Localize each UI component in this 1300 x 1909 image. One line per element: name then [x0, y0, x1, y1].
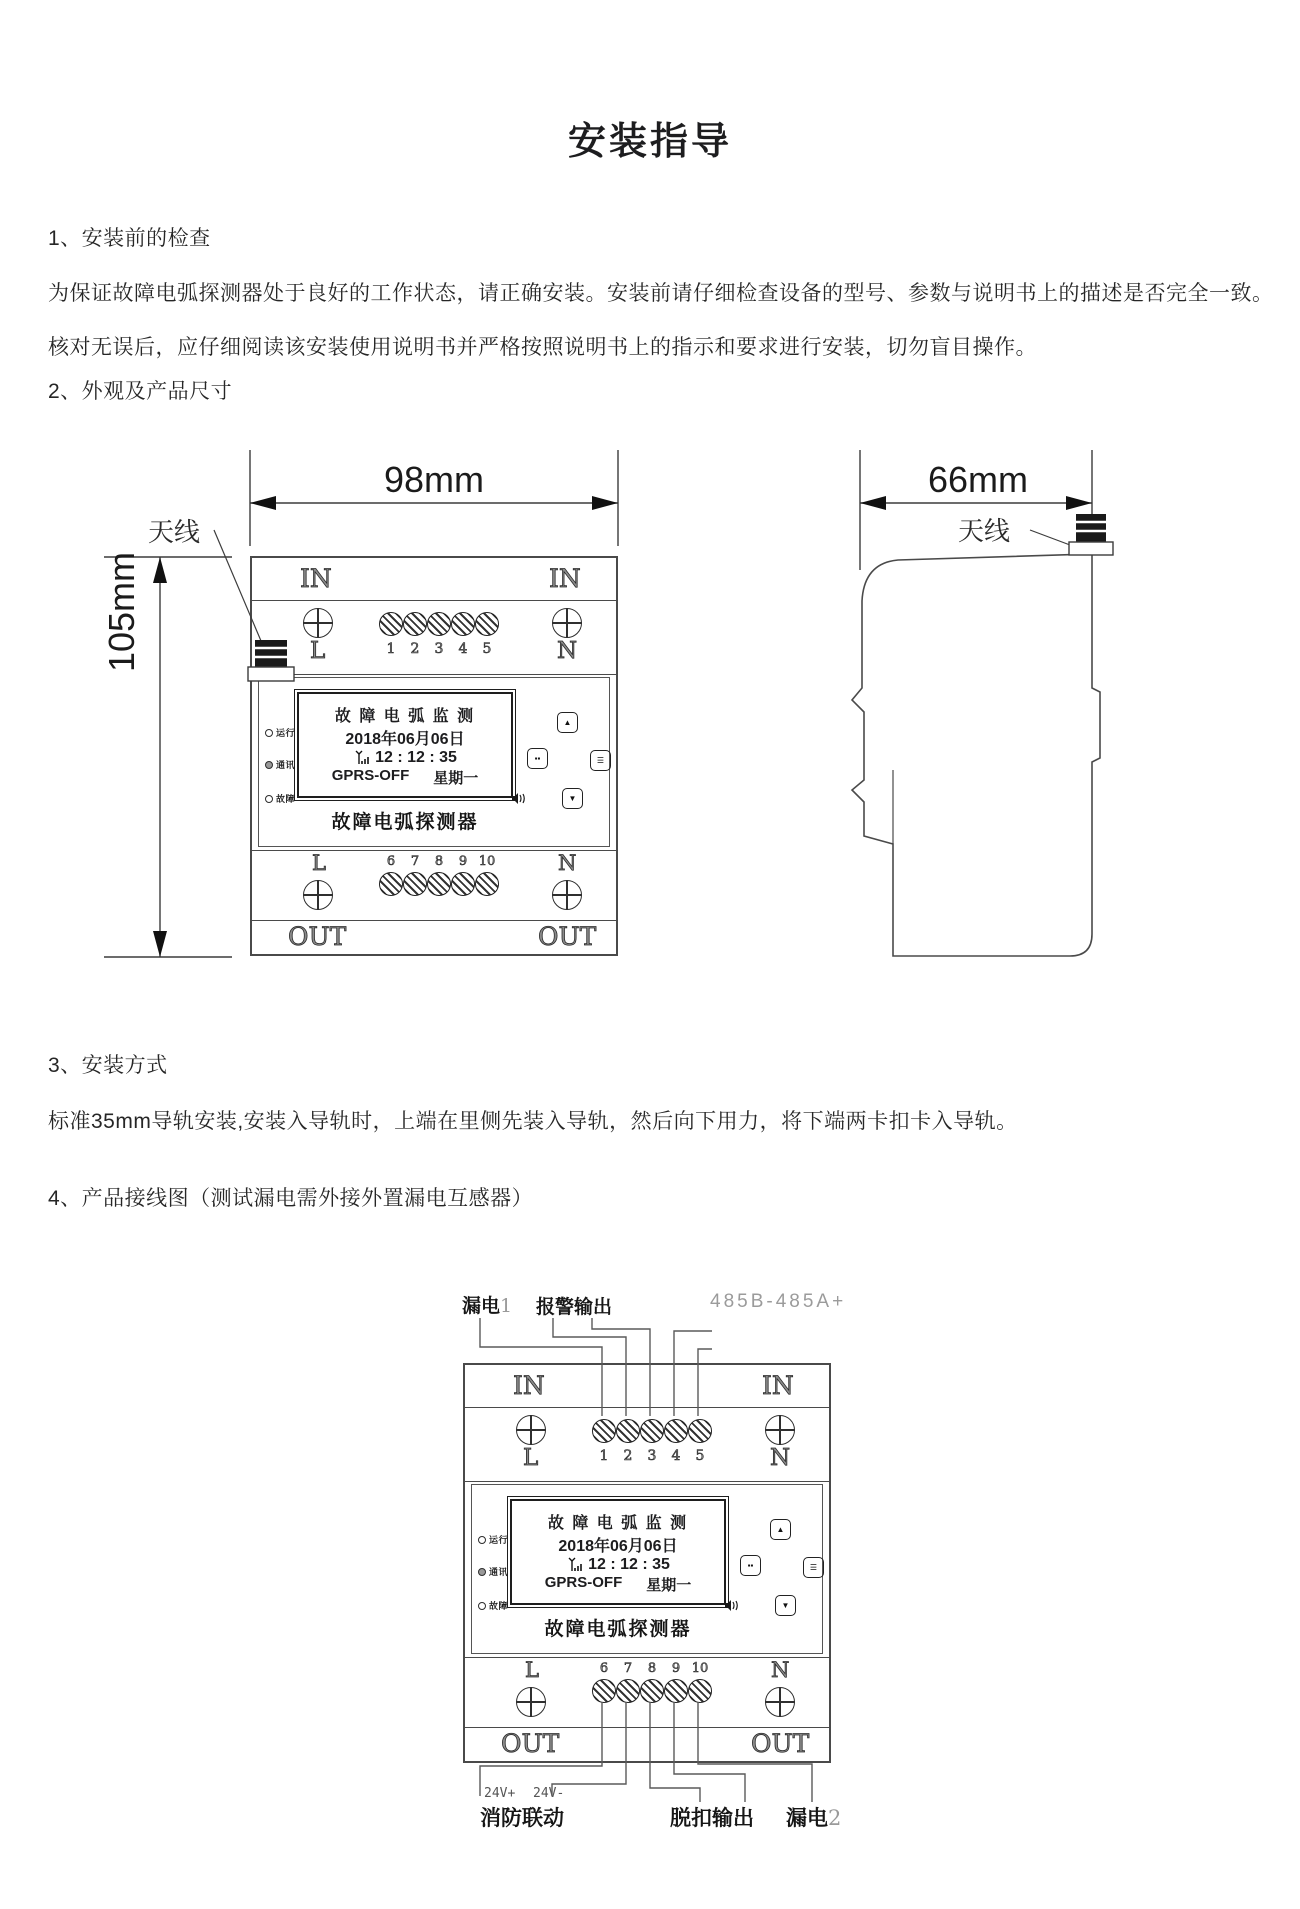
front-height-text: 105mm	[101, 551, 142, 673]
output-terminal-row	[379, 872, 499, 896]
lcd-weekday: 星期一	[646, 1576, 692, 1594]
dim-arrow-left	[250, 496, 276, 510]
led-circle-icon	[478, 1568, 486, 1576]
terminal-2	[403, 612, 427, 636]
leakage2-text: 漏电	[786, 1807, 828, 1830]
led-circle-icon	[478, 1536, 486, 1544]
speaker-icon	[725, 1599, 740, 1612]
input-terminal-numbers: 1 2 3 4 5	[599, 1448, 705, 1464]
led-circle-icon	[478, 1602, 486, 1610]
lcd-time: 12 : 12 : 35	[588, 1555, 670, 1573]
leakage2-number: 2	[828, 1806, 842, 1830]
terminal-6	[592, 1679, 616, 1703]
dim-arrow-down	[153, 931, 167, 957]
terminal-7	[403, 872, 427, 896]
screw-terminal-N-out	[765, 1687, 795, 1717]
terminal-5	[688, 1419, 712, 1443]
screw-terminal-L-in	[303, 608, 333, 638]
terminal-4	[451, 612, 475, 636]
wiring-display-zone	[465, 1481, 829, 1658]
leakage1-label	[462, 1291, 512, 1318]
wiring-top-strip	[465, 1365, 829, 1408]
out-label-right: OUT	[538, 922, 597, 951]
reset-button: ▪▪	[740, 1555, 761, 1576]
terminal-4	[664, 1419, 688, 1443]
page-title: 安装指导	[567, 121, 732, 163]
screw-terminal-N-in	[552, 608, 582, 638]
in-label-right: IN	[549, 564, 581, 593]
section-1-paragraph-1: 为保证故障电弧探测器处于良好的工作状态，请正确安装。安装前请仔细检查设备的型号、参数与说明书上的描述是否完全一致。	[48, 282, 1274, 305]
section-3-heading: 3、安装方式	[48, 1054, 168, 1077]
section-3-paragraph-1: 标准35mm导轨安装,安装入导轨时，上端在里侧先装入导轨，然后向下用力，将下端两卡扣卡入导轨。	[48, 1110, 1018, 1133]
led-run: 运行	[265, 726, 295, 739]
led-circle-icon	[265, 729, 273, 737]
terminal-9	[664, 1679, 688, 1703]
lcd-time-row	[353, 749, 457, 767]
live-label-in: L	[310, 638, 326, 664]
section-2-heading: 2、外观及产品尺寸	[48, 380, 233, 403]
output-terminal-numbers: 6 7 8 9 10	[386, 854, 496, 869]
live-label-out: L	[525, 1658, 539, 1682]
lcd-time-row	[566, 1556, 670, 1574]
input-terminal-numbers: 1 2 3 4 5	[386, 641, 492, 657]
side-width-dimension	[860, 450, 1092, 570]
dim-arrow-left	[860, 496, 886, 510]
menu-button: ☰	[803, 1557, 824, 1578]
dim-arrow-right	[1066, 496, 1092, 510]
terminal-2	[616, 1419, 640, 1443]
signal-icon	[566, 1557, 583, 1572]
v-plus-label: 24V+	[484, 1786, 516, 1801]
neutral-label-in: N	[770, 1445, 791, 1471]
terminal-3	[640, 1419, 664, 1443]
device-lcd-screen	[510, 1499, 726, 1605]
leakage1-text: 漏电	[462, 1296, 501, 1317]
terminal-6	[379, 872, 403, 896]
side-width-text: 66mm	[927, 459, 1029, 500]
self-test-button: ▲	[770, 1519, 791, 1540]
self-test-button: ▲	[557, 712, 578, 733]
device-brand-text: 故障电弧探测器	[544, 1618, 692, 1640]
terminal-5	[475, 612, 499, 636]
dim-arrow-up	[153, 557, 167, 583]
fire-linkage-label: 消防联动	[480, 1807, 564, 1830]
screw-terminal-N-out	[552, 880, 582, 910]
section-1-paragraph-2: 核对无误后，应仔细阅读该安装使用说明书并严格按照说明书上的指示和要求进行安装，切勿盲目操作。	[48, 336, 1037, 359]
section-1-heading: 1、安装前的检查	[48, 227, 211, 250]
out-label-left: OUT	[288, 922, 347, 951]
front-input-terminal-zone	[252, 600, 616, 675]
lcd-time: 12 : 12 : 35	[375, 748, 457, 766]
screw-terminal-N-in	[765, 1415, 795, 1445]
antenna-side	[1069, 514, 1113, 555]
out-label-right: OUT	[751, 1729, 810, 1758]
rs485-label: 485B-485A+	[710, 1291, 847, 1312]
leakage2-label	[786, 1802, 841, 1832]
lcd-title: 故 障 电 弧 监 测	[547, 1514, 689, 1532]
input-terminal-row	[379, 612, 499, 636]
led-run: 运行	[478, 1533, 508, 1546]
lcd-gprs-status: GPRS-OFF	[331, 766, 410, 784]
wiring-bottom-strip	[465, 1727, 829, 1761]
signal-icon	[353, 750, 370, 765]
confirm-button: ▼	[562, 788, 583, 809]
speaker-icon	[512, 792, 527, 805]
terminal-8	[640, 1679, 664, 1703]
lcd-status-row	[545, 1574, 692, 1595]
led-circle-icon	[265, 795, 273, 803]
antenna-leader-side	[1030, 530, 1078, 548]
front-output-terminal-zone	[252, 850, 616, 921]
front-width-dimension	[250, 450, 618, 546]
menu-button: ☰	[590, 750, 611, 771]
screw-terminal-L-out	[516, 1687, 546, 1717]
terminal-1	[379, 612, 403, 636]
wiring-output-terminal-zone	[465, 1657, 829, 1728]
in-label-left: IN	[300, 564, 332, 593]
lcd-status-row	[332, 767, 479, 788]
front-display-zone	[252, 674, 616, 851]
screw-terminal-L-in	[516, 1415, 546, 1445]
device-front-view	[250, 556, 618, 956]
lcd-weekday: 星期一	[433, 769, 479, 787]
front-height-dimension	[104, 557, 232, 957]
wiring-input-terminal-zone	[465, 1407, 829, 1482]
trip-output-label: 脱扣输出	[670, 1807, 754, 1830]
front-top-strip	[252, 558, 616, 601]
terminal-10	[475, 872, 499, 896]
led-circle-icon	[265, 761, 273, 769]
front-bottom-strip	[252, 920, 616, 954]
side-profile-outline	[852, 554, 1100, 956]
led-fault: 故障	[265, 792, 295, 805]
live-label-out: L	[312, 851, 326, 875]
neutral-label-out: N	[771, 1658, 790, 1682]
screw-terminal-L-out	[303, 880, 333, 910]
v-minus-label: 24V-	[533, 1786, 565, 1801]
alarm-output-label: 报警输出	[536, 1297, 613, 1318]
reset-button: ▪▪	[527, 748, 548, 769]
terminal-1	[592, 1419, 616, 1443]
output-terminal-row	[592, 1679, 712, 1703]
live-label-in: L	[523, 1445, 539, 1471]
antenna-label-side: 天线	[958, 516, 1011, 546]
out-label-left: OUT	[501, 1729, 560, 1758]
lcd-date: 2018年06月06日	[345, 730, 465, 748]
terminal-10	[688, 1679, 712, 1703]
lcd-gprs-status: GPRS-OFF	[544, 1573, 623, 1591]
confirm-button: ▼	[775, 1595, 796, 1616]
device-lcd-screen	[297, 692, 513, 798]
terminal-3	[427, 612, 451, 636]
antenna-label-front: 天线	[148, 517, 201, 547]
led-comm: 通讯	[478, 1565, 508, 1578]
in-label-right: IN	[762, 1371, 794, 1400]
terminal-9	[451, 872, 475, 896]
led-fault: 故障	[478, 1599, 508, 1612]
device-wiring-view	[463, 1363, 831, 1763]
neutral-label-in: N	[557, 638, 578, 664]
front-width-text: 98mm	[383, 459, 485, 500]
output-terminal-numbers: 6 7 8 9 10	[599, 1661, 709, 1676]
input-terminal-row	[592, 1419, 712, 1443]
led-comm: 通讯	[265, 758, 295, 771]
lcd-date: 2018年06月06日	[558, 1537, 678, 1555]
dim-arrow-right	[592, 496, 618, 510]
terminal-7	[616, 1679, 640, 1703]
in-label-left: IN	[513, 1371, 545, 1400]
neutral-label-out: N	[558, 851, 577, 875]
section-4-heading: 4、产品接线图（测试漏电需外接外置漏电互感器）	[48, 1187, 534, 1210]
lcd-title: 故 障 电 弧 监 测	[334, 707, 476, 725]
terminal-8	[427, 872, 451, 896]
device-brand-text: 故障电弧探测器	[331, 811, 479, 833]
leakage1-number: 1	[500, 1295, 513, 1317]
